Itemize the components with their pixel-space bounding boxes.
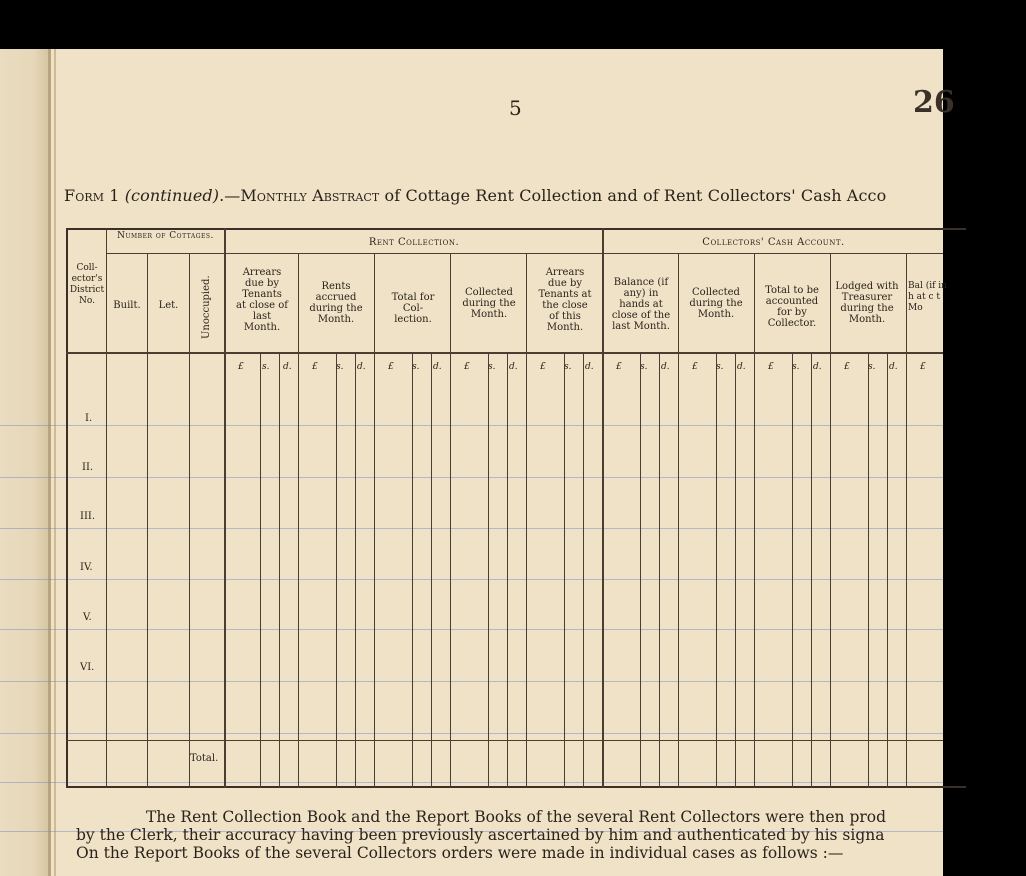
ledger-page <box>0 49 955 876</box>
col-divider <box>906 253 907 788</box>
sub-divider <box>792 353 793 788</box>
paragraph-line-1: The Rent Collection Book and the Report Books of the several Rent Collectors were then prod <box>146 808 887 826</box>
currency-label: £ <box>312 362 318 372</box>
currency-label: d. <box>813 362 822 372</box>
col-divider <box>147 253 148 788</box>
sub-divider <box>412 353 413 788</box>
sub-divider <box>564 353 565 788</box>
col-divider <box>526 253 527 788</box>
header-number-of-cottages: Number of Cottages. <box>117 231 214 241</box>
currency-label: d. <box>509 362 518 372</box>
header-cash-account: Collectors' Cash Account. <box>702 237 845 248</box>
binding-crease-inner <box>54 49 56 876</box>
header-collected-rent: Collected during the Month. <box>462 287 516 320</box>
sub-divider <box>640 353 641 788</box>
sub-divider <box>811 353 812 788</box>
currency-label: d. <box>889 362 898 372</box>
currency-label: s. <box>336 362 344 372</box>
form-title-rest: of Cottage Rent Collection and of Rent Collectors' Cash Acco <box>379 186 887 205</box>
header-district: Coll-ector's District No. <box>69 263 105 306</box>
form-title-continued: (continued) <box>124 186 220 205</box>
header-balance-close-clipped: Bal (if in h at c t Mo <box>908 281 947 313</box>
col-divider <box>374 253 375 788</box>
header-let: Let. <box>158 300 179 311</box>
total-label: Total. <box>190 753 219 764</box>
form-title-dash: .— <box>219 186 241 205</box>
sub-divider <box>583 353 584 788</box>
cottages-header-divider <box>106 253 225 254</box>
form-title <box>64 186 886 205</box>
currency-label: s. <box>792 362 800 372</box>
col-divider <box>830 253 831 788</box>
sub-divider <box>488 353 489 788</box>
col-divider <box>106 228 107 788</box>
currency-label: s. <box>564 362 572 372</box>
col-divider <box>602 228 604 788</box>
sub-divider <box>260 353 261 788</box>
currency-label: £ <box>920 362 926 372</box>
col-divider <box>224 228 226 788</box>
header-rents-accrued: Rents accrued during the Month. <box>309 281 363 325</box>
header-unoccupied: Unoccupied. <box>201 275 212 339</box>
header-lodged: Lodged with Treasurer during the Month. <box>835 281 899 325</box>
col-divider <box>298 253 299 788</box>
currency-label: £ <box>388 362 394 372</box>
currency-label: s. <box>640 362 648 372</box>
sub-divider <box>887 353 888 788</box>
currency-label: £ <box>540 362 546 372</box>
group-header-divider <box>226 253 943 254</box>
sub-divider <box>336 353 337 788</box>
sub-divider <box>735 353 736 788</box>
currency-label: d. <box>661 362 670 372</box>
row-label-1: I. <box>85 413 93 424</box>
col-divider <box>754 253 755 788</box>
currency-label: £ <box>844 362 850 372</box>
sub-divider <box>355 353 356 788</box>
currency-label: d. <box>433 362 442 372</box>
currency-label: £ <box>238 362 244 372</box>
sub-divider <box>507 353 508 788</box>
page-number: 5 <box>509 96 522 120</box>
currency-label: £ <box>616 362 622 372</box>
currency-label: s. <box>262 362 270 372</box>
sub-divider <box>659 353 660 788</box>
sub-divider <box>279 353 280 788</box>
sub-divider <box>868 353 869 788</box>
top-black-bar <box>0 0 943 49</box>
header-rent-collection: Rent Collection. <box>368 237 460 248</box>
header-built: Built. <box>113 300 141 311</box>
form-title-prefix: Form 1 <box>64 186 120 205</box>
header-collected-cash: Collected during the Month. <box>689 287 743 320</box>
paragraph-line-3: On the Report Books of the several Collectors orders were made in individual cases as follows :— <box>76 844 844 862</box>
currency-label: s. <box>868 362 876 372</box>
row-label-2: II. <box>82 462 94 473</box>
row-label-4: IV. <box>80 562 93 573</box>
currency-label: d. <box>585 362 594 372</box>
currency-label: £ <box>768 362 774 372</box>
left-binding-gutter <box>0 49 48 876</box>
col-divider <box>189 253 190 788</box>
binding-crease <box>48 49 51 876</box>
row-label-5: V. <box>83 612 92 623</box>
currency-label: s. <box>716 362 724 372</box>
sub-divider <box>431 353 432 788</box>
row-label-6: VI. <box>80 662 95 673</box>
header-arrears-this: Arrears due by Tenants at the close of this Month. <box>538 267 592 333</box>
header-total-accounted: Total to be accounted for by Collector. <box>765 285 819 329</box>
header-total-collection: Total for Col-lection. <box>391 292 435 325</box>
currency-label: £ <box>464 362 470 372</box>
sub-divider <box>716 353 717 788</box>
col-divider <box>678 253 679 788</box>
paragraph-line-2: by the Clerk, their accuracy having been previously ascertained by him and authenticated by his signa <box>76 826 885 844</box>
row-label-3: III. <box>80 511 96 522</box>
currency-label: £ <box>692 362 698 372</box>
currency-label: s. <box>488 362 496 372</box>
currency-label: d. <box>357 362 366 372</box>
col-divider <box>450 253 451 788</box>
currency-label: s. <box>412 362 420 372</box>
form-title-monthly: Monthly Abstract <box>240 186 380 205</box>
currency-label: d. <box>737 362 746 372</box>
corner-page-number: 26 <box>913 85 955 120</box>
currency-label: d. <box>283 362 292 372</box>
header-balance-last: Balance (if any) in hands at close of the last Month. <box>611 277 671 332</box>
header-arrears-last: Arrears due by Tenants at close of last Month. <box>236 267 288 333</box>
